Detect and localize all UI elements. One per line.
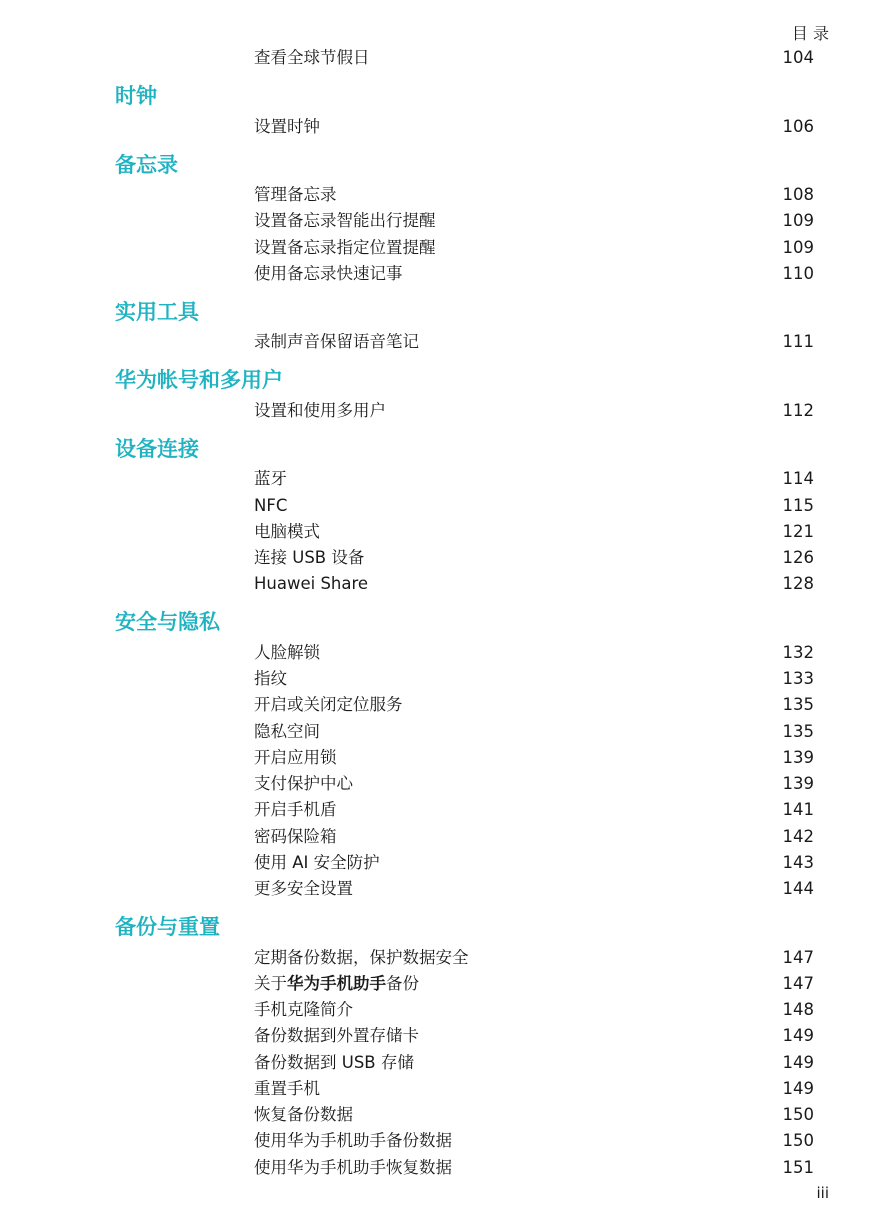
toc-entry[interactable] [0, 398, 869, 424]
entry-title[interactable]: 录制声音保留语音笔记 [254, 332, 419, 352]
entry-page-number: 115 [782, 495, 814, 515]
entry-page-number: 143 [782, 852, 814, 872]
toc-entry[interactable] [0, 114, 869, 140]
section-heading: 备忘录 [115, 152, 178, 177]
toc-entry[interactable] [0, 1023, 869, 1049]
entry-page-number: 110 [782, 263, 814, 283]
entry-page-number: 148 [782, 1000, 814, 1019]
entry-page-number: 147 [782, 947, 814, 967]
toc-entry[interactable] [0, 945, 869, 971]
entry-title[interactable]: 管理备忘录 [254, 185, 337, 204]
toc-entry[interactable] [0, 1102, 869, 1128]
toc-section [0, 299, 869, 325]
toc-section [0, 914, 869, 940]
entry-page-number: 126 [782, 548, 814, 567]
toc-section [0, 83, 869, 109]
entry-title[interactable]: 使用华为手机助手备份数据 [254, 1131, 452, 1151]
entry-page-number: 121 [782, 521, 814, 541]
entry-page-number: 111 [782, 332, 814, 352]
entry-title[interactable]: 查看全球节假日 [254, 48, 370, 67]
entry-page-number: 139 [782, 774, 814, 793]
toc-section [0, 609, 869, 635]
entry-page-number: 151 [782, 1157, 814, 1177]
section-heading: 安全与隐私 [115, 610, 220, 635]
entry-title[interactable]: 备份数据到外置存储卡 [254, 1026, 419, 1046]
toc-entry[interactable] [0, 824, 869, 850]
entry-title[interactable]: Huawei Share [254, 574, 369, 594]
entry-page-number: 149 [782, 1078, 814, 1098]
entry-title[interactable]: 电脑模式 [254, 521, 320, 541]
page-header: 目 录 [791, 24, 829, 43]
entry-page-number: 144 [782, 879, 814, 898]
entry-title[interactable]: 支付保护中心 [254, 774, 353, 793]
entry-page-number: 133 [782, 669, 814, 688]
page-number: iii [816, 1184, 829, 1202]
section-heading: 实用工具 [115, 299, 199, 324]
entry-page-number: 141 [782, 800, 814, 820]
toc-entry[interactable] [0, 1076, 869, 1102]
entry-title-part: 备份 [386, 973, 419, 993]
toc-entry[interactable] [0, 466, 869, 492]
entry-title[interactable]: 人脸解锁 [254, 642, 320, 662]
toc-entry[interactable] [0, 692, 869, 718]
toc-entry[interactable] [0, 997, 869, 1023]
entry-title[interactable]: 使用华为手机助手恢复数据 [254, 1157, 452, 1177]
entry-title[interactable]: 密码保险箱 [254, 826, 337, 846]
entry-title[interactable]: 隐私空间 [254, 721, 320, 741]
entry-page-number: 114 [782, 469, 814, 489]
entry-page-number: 106 [782, 116, 814, 136]
section-heading: 设备连接 [115, 436, 199, 461]
toc-entry[interactable] [0, 640, 869, 666]
entry-title[interactable]: 指纹 [254, 669, 287, 688]
entry-page-number: 112 [782, 400, 814, 420]
entry-page-number: 150 [782, 1131, 814, 1151]
entry-title[interactable]: 使用 AI 安全防护 [254, 852, 380, 872]
entry-title[interactable]: 开启手机盾 [254, 800, 337, 820]
entry-title[interactable]: 手机克隆简介 [254, 1000, 353, 1019]
toc-entry[interactable] [0, 971, 869, 997]
toc-entry[interactable] [0, 771, 869, 797]
toc-entry[interactable] [0, 493, 869, 519]
toc-entry[interactable] [0, 1128, 869, 1154]
toc-section [0, 436, 869, 462]
entry-page-number: 104 [782, 48, 814, 67]
entry-title-part: 华为手机助手 [287, 973, 386, 993]
entry-title[interactable]: 恢复备份数据 [254, 1105, 353, 1124]
toc-entry[interactable] [0, 1050, 869, 1076]
toc-entry[interactable] [0, 850, 869, 876]
section-heading: 华为帐号和多用户 [115, 368, 283, 393]
toc-entry[interactable] [0, 745, 869, 771]
entry-page-number: 147 [782, 973, 814, 993]
entry-page-number: 135 [782, 695, 814, 715]
entry-page-number: 142 [782, 826, 814, 846]
toc-entry[interactable] [0, 545, 869, 571]
entry-title[interactable]: 备份数据到 USB 存储 [254, 1052, 414, 1072]
toc-entry[interactable] [0, 797, 869, 823]
toc-entry[interactable] [0, 719, 869, 745]
entry-page-number: 109 [782, 211, 814, 231]
entry-title-part: 关于 [254, 973, 287, 993]
entry-title[interactable] [254, 971, 419, 997]
entry-title[interactable]: 设置时钟 [254, 116, 320, 136]
toc-entry[interactable] [0, 45, 869, 71]
entry-page-number: 135 [782, 721, 814, 741]
entry-title[interactable]: 设置备忘录指定位置提醒 [254, 237, 436, 257]
entry-page-number: 150 [782, 1105, 814, 1124]
toc-entry[interactable] [0, 666, 869, 692]
entry-page-number: 109 [782, 237, 814, 257]
entry-title[interactable]: 定期备份数据，保护数据安全 [254, 947, 469, 967]
entry-title[interactable]: 更多安全设置 [254, 879, 353, 898]
toc-entry[interactable] [0, 261, 869, 287]
entry-title[interactable]: NFC [254, 495, 288, 515]
entry-title[interactable]: 设置备忘录智能出行提醒 [254, 211, 436, 231]
toc-entry[interactable] [0, 876, 869, 902]
section-heading: 时钟 [115, 84, 157, 108]
entry-page-number: 149 [782, 1052, 814, 1072]
entry-page-number: 139 [782, 747, 814, 767]
toc-entry[interactable] [0, 235, 869, 261]
section-heading: 备份与重置 [115, 915, 220, 939]
entry-title[interactable]: 重置手机 [254, 1078, 320, 1098]
toc-entry[interactable] [0, 182, 869, 208]
entry-title[interactable]: 设置和使用多用户 [254, 400, 386, 420]
entry-title[interactable]: 连接 USB 设备 [254, 548, 365, 567]
toc-entry[interactable] [0, 519, 869, 545]
toc-entry[interactable] [0, 1155, 869, 1181]
toc-entry[interactable] [0, 571, 869, 597]
entry-page-number: 149 [782, 1026, 814, 1046]
entry-page-number: 128 [782, 574, 814, 594]
toc-entry[interactable] [0, 329, 869, 355]
entry-page-number: 108 [782, 185, 814, 204]
toc-section [0, 152, 869, 178]
toc-section [0, 367, 869, 393]
entry-title[interactable]: 开启应用锁 [254, 747, 337, 767]
entry-title[interactable]: 开启或关闭定位服务 [254, 695, 403, 715]
entry-page-number: 132 [782, 642, 814, 662]
entry-title[interactable]: 蓝牙 [254, 469, 287, 489]
toc-entry[interactable] [0, 208, 869, 234]
entry-title[interactable]: 使用备忘录快速记事 [254, 263, 403, 283]
